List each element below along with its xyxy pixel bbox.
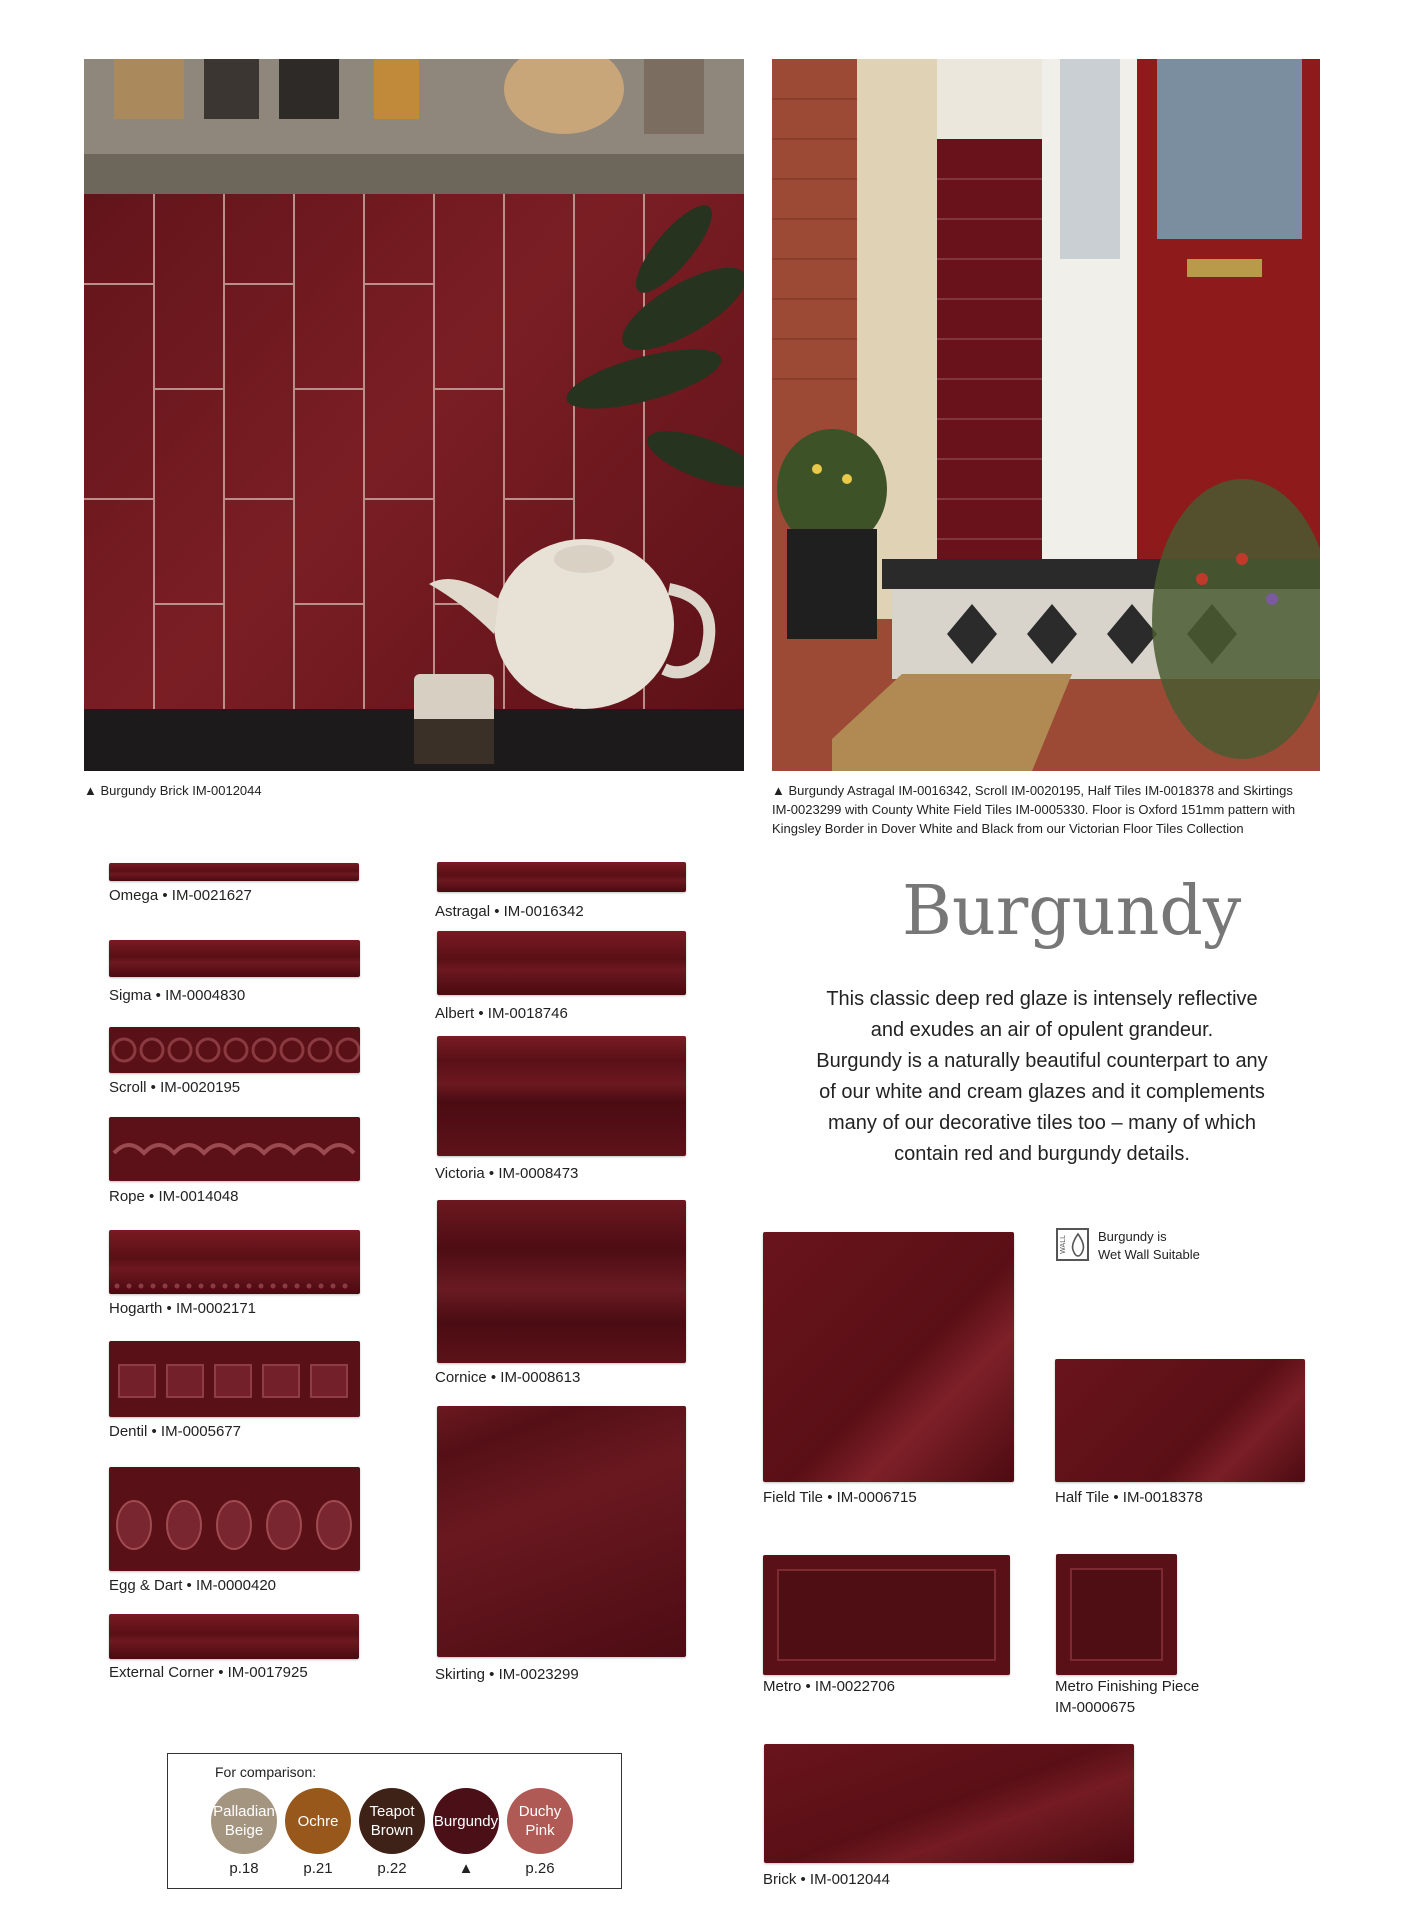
omega-label: Omega • IM-0021627 [109,887,252,904]
swatch-palladian-line-1: Palladian [213,1803,275,1820]
wet-wall-icon-text: WALL [1060,1235,1067,1254]
description-line-5: many of our decorative tiles too – many of which [828,1112,1256,1134]
cornice-label: Cornice • IM-0008613 [435,1369,581,1386]
scroll-label: Scroll • IM-0020195 [109,1079,241,1096]
external-corner-label: External Corner • IM-0017925 [109,1664,308,1681]
wet-wall-line-2: Wet Wall Suitable [1098,1247,1200,1262]
comparison-box [167,1753,622,1889]
left-photo-caption: ▲ Burgundy Brick IM-0012044 [84,783,262,798]
wet-wall-line-1: Burgundy is [1098,1229,1167,1244]
dentil-label: Dentil • IM-0005677 [109,1423,241,1440]
swatch-ochre-line-1: Ochre [297,1812,339,1830]
description-line-1: This classic deep red glaze is intensely reflective [826,988,1258,1010]
swatch-duchy-page: p.26 [525,1860,555,1877]
right-caption-line-1: ▲ Burgundy Astragal IM-0016342, Scroll IM-0020195, Half Tiles IM-0018378 and Skirtings [772,783,1293,798]
swatch-palladian-line-2: Beige [224,1822,264,1839]
hogarth-tile [109,1230,360,1294]
kitchen-photo-illustration [84,59,744,771]
description-line-3: Burgundy is a naturally beautiful counterpart to any [816,1050,1268,1072]
scroll-pattern [109,1027,360,1073]
metro-tile [763,1555,1010,1675]
description-line-6: contain red and burgundy details. [894,1143,1190,1165]
albert-label: Albert • IM-0018746 [435,1005,568,1022]
kitchen-photo [84,59,744,771]
metro-finishing-bevel [1070,1568,1163,1661]
swatch-teapot-line-2: Brown [370,1822,414,1839]
swatch-palladian-beige [211,1788,277,1854]
swatch-duchy-line-2: Pink [525,1822,555,1839]
hogarth-label: Hogarth • IM-0002171 [109,1300,257,1317]
rope-pattern [109,1117,360,1181]
skirting-tile [437,1406,686,1657]
metro-finishing-tile [1056,1554,1177,1675]
scroll-tile [109,1027,360,1073]
swatch-duchy-line-1: Duchy [518,1803,562,1820]
swatch-teapot-brown [359,1788,425,1854]
description-line-4: of our white and cream glazes and it complements [819,1081,1265,1103]
dentil-pattern [109,1341,360,1417]
field-tile-label: Field Tile • IM-0006715 [763,1489,917,1506]
external-corner-tile [109,1614,359,1659]
right-photo-caption [772,781,1332,838]
rope-label: Rope • IM-0014048 [109,1188,239,1205]
comparison-heading: For comparison: [215,1764,317,1780]
swatch-duchy-pink [507,1788,573,1854]
cornice-tile [437,1200,686,1363]
page-title: Burgundy [902,872,1242,951]
sigma-label: Sigma • IM-0004830 [109,987,246,1004]
doorway-photo [772,59,1320,771]
swatch-ochre-page: p.21 [303,1860,333,1877]
swatch-burgundy [433,1788,499,1854]
victoria-label: Victoria • IM-0008473 [435,1165,579,1182]
swatch-burgundy-marker: ▲ [458,1860,474,1877]
omega-tile [109,863,359,881]
half-tile-label: Half Tile • IM-0018378 [1055,1489,1203,1506]
sigma-tile [109,940,360,977]
victoria-tile [437,1036,686,1156]
egg-dart-label: Egg & Dart • IM-0000420 [109,1577,277,1594]
hogarth-pattern [109,1230,360,1294]
doorway-photo-illustration [772,59,1320,771]
swatch-palladian-page: p.18 [229,1860,259,1877]
half-tile [1055,1359,1305,1482]
skirting-label: Skirting • IM-0023299 [435,1666,579,1683]
right-caption-line-3: Kingsley Border in Dover White and Black from our Victorian Floor Tiles Collection [772,821,1244,836]
wet-wall-icon [1056,1228,1089,1261]
metro-tile-bevel [777,1569,996,1661]
swatch-teapot-line-1: Teapot [369,1803,415,1820]
brick-label: Brick • IM-0012044 [763,1871,890,1888]
swatch-teapot-page: p.22 [377,1860,407,1877]
egg-dart-tile [109,1467,360,1571]
field-tile [763,1232,1014,1482]
dentil-tile [109,1341,360,1417]
swatch-burgundy-line-1: Burgundy [433,1812,499,1830]
albert-tile [437,931,686,995]
astragal-label: Astragal • IM-0016342 [435,903,584,920]
description [762,984,1322,1170]
metro-finishing-label-1: Metro Finishing Piece [1055,1678,1200,1695]
wet-wall-text [1098,1228,1200,1264]
egg-dart-pattern [109,1467,360,1571]
right-caption-line-2: IM-0023299 with County White Field Tiles IM-0005330. Floor is Oxford 151mm pattern with [772,802,1296,817]
swatch-ochre [285,1788,351,1854]
astragal-tile [437,862,686,892]
metro-finishing-label-2: IM-0000675 [1055,1699,1136,1716]
brick-tile [764,1744,1134,1863]
rope-tile [109,1117,360,1181]
description-line-2: and exudes an air of opulent grandeur. [870,1019,1214,1041]
droplet-icon [1069,1232,1087,1258]
metro-label: Metro • IM-0022706 [763,1678,895,1695]
